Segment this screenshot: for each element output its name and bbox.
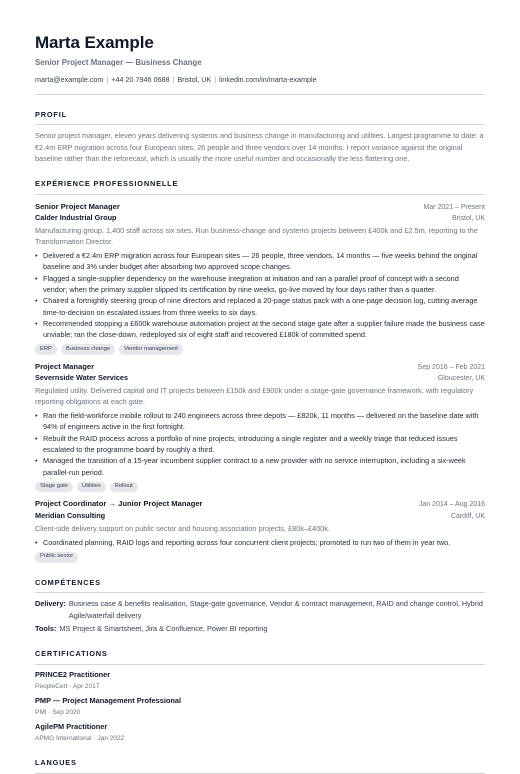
job-organization: Meridian Consulting: [35, 510, 106, 520]
section-title: PROFIL: [35, 109, 67, 119]
languages-section: [35, 758, 485, 774]
job-location: Cardiff, UK: [450, 512, 485, 520]
section-title: EXPÉRIENCE PROFESSIONNELLE: [35, 179, 179, 189]
header-divider: [35, 94, 485, 95]
certifications-section: [35, 649, 485, 743]
skill-tag: Utilities: [77, 482, 106, 493]
certification-item: [35, 696, 485, 717]
job-tags: [35, 344, 485, 355]
contact-separator: |: [214, 75, 217, 85]
profile-section: [35, 110, 485, 165]
resume-header: [35, 34, 485, 95]
contact-linkedin[interactable]: linkedin.com/in/marta-example: [219, 75, 317, 85]
job-location: Gloucester, UK: [437, 375, 485, 383]
job-entry: [35, 201, 485, 355]
job-entry: [35, 498, 485, 562]
skill-row-delivery: [35, 598, 485, 621]
contact-email[interactable]: marta@example.com: [35, 75, 104, 85]
certification-meta: PMI · Sep 2020: [35, 708, 81, 716]
skill-row-tools: [35, 623, 485, 634]
skill-label: Tools:: [35, 623, 57, 633]
job-achievements: [35, 250, 485, 340]
job-dates: Sep 2016 – Feb 2021: [417, 364, 485, 371]
achievement-item: • Rebuilt the RAID process across a portfolio of nine projects, introducing a single register and a weekly triage that reduced issues escalated to the programme board by roughly a third.: [35, 433, 485, 456]
skill-tag: Business change: [61, 344, 115, 355]
section-divider: [35, 664, 485, 665]
certification-name: PMP — Project Management Professional: [35, 696, 182, 706]
achievement-item: • Chaired a fortnightly steering group of nine directors and replaced a 20-page status pack with a one-page decision log, cutting average time-to-decision on escalated issues from three weeks to six days.: [35, 295, 485, 318]
certification-item: [35, 722, 485, 743]
job-title: Senior Project Manager: [35, 201, 120, 211]
job-organization: Calder Industrial Group: [35, 213, 117, 223]
skill-list: MS Project & Smartsheet, Jira & Confluence, Power BI reporting: [59, 623, 268, 633]
contact-location: Bristol, UK: [177, 75, 212, 85]
job-entry: [35, 361, 485, 492]
section-title: LANGUES: [35, 758, 77, 768]
certification-meta: PeopleCert · Apr 2017: [35, 682, 100, 690]
skills-section: [35, 578, 485, 635]
certification-item: [35, 670, 485, 691]
job-location: Bristol, UK: [451, 215, 485, 223]
candidate-headline: Senior Project Manager — Business Change: [35, 57, 202, 67]
contact-line: [35, 75, 485, 85]
section-divider: [35, 194, 485, 195]
job-achievements: [35, 537, 485, 548]
achievement-item: • Flagged a single-supplier dependency on the warehouse integration at initiation and ran a parallel proof of concept with a second vendor; when the primary supplier slipped its certification by nine weeks, go-live moved by four days rather than a quarter.: [35, 273, 485, 296]
section-title: COMPÉTENCES: [35, 577, 101, 587]
skill-label: Delivery:: [35, 599, 66, 609]
job-title: Project Coordinator → Junior Project Manager: [35, 499, 203, 509]
section-divider: [35, 124, 485, 125]
job-achievements: [35, 410, 485, 478]
contact-phone[interactable]: +44 20 7946 0688: [111, 75, 170, 85]
skill-tag: Public sector: [35, 552, 78, 563]
certification-name: PRINCE2 Practitioner: [35, 669, 111, 679]
contact-separator: |: [106, 75, 109, 85]
job-description: Manufacturing group, 1,400 staff across six sites. Run business-change and systems projects between £400k and £2.5m, reporting to the Transformation Director.: [35, 226, 478, 247]
certification-name: AgilePM Practitioner: [35, 722, 108, 732]
job-tags: [35, 482, 485, 493]
job-title: Project Manager: [35, 362, 95, 371]
skill-list: Business case & benefits realisation, Stage-gate governance, Vendor & contract management, RAID and change control, Hybrid Agile/waterfall delivery: [68, 599, 483, 620]
achievement-item: • Coordinated planning, RAID logs and reporting across four concurrent client projects; promoted to run two of them in year two.: [35, 537, 485, 548]
certification-meta: APMG International · Jan 2022: [35, 734, 125, 742]
skill-tag: ERP: [35, 344, 57, 355]
job-dates: Jan 2014 – Aug 2016: [418, 501, 485, 509]
section-title: CERTIFICATIONS: [35, 649, 108, 659]
job-tags: [35, 552, 485, 563]
section-divider: [35, 592, 485, 593]
job-description: Regulated utility. Delivered capital and IT projects between £150k and £900k under a stage-gate governance framework, with regulatory reporting obligations at each gate.: [35, 386, 474, 407]
skill-tag: Rollout: [110, 482, 138, 493]
achievement-item: • Managed the transition of a 15-year incumbent supplier contract to a new provider with no service interruption, including a six-week parallel-run period.: [35, 455, 485, 478]
skill-tag: Stage gate: [35, 482, 73, 493]
job-dates: Mar 2021 – Present: [423, 203, 485, 211]
candidate-name: Marta Example: [35, 33, 154, 52]
job-description: Client-side delivery support on public sector and housing association projects, £80k–£400k.: [35, 523, 330, 533]
job-organization: Severnside Water Services: [35, 373, 129, 383]
achievement-item: • Ran the field-workforce mobile rollout to 240 engineers across three depots — £820k, 11 months — delivered on the baseline date with 94% of engineers active in the first fortnight.: [35, 410, 485, 433]
achievement-item: • Delivered a €2.4m ERP migration across four European sites — 26 people, three vendors, 14 months — five weeks behind the original baseline and 3% under budget after absorbing two approved scope changes.: [35, 250, 485, 273]
skill-tag: Vendor management: [119, 344, 183, 355]
profile-summary: Senior project manager, eleven years delivering systems and business change in manufacturing and utilities. Largest programme to date: a €2.4m ERP migration across four European sites, 26 people and three vendors over 14 months. I report variance against the original baseline rather than the reforecast, which is usually the more useful number and occasionally the less flattering one.: [35, 131, 484, 163]
achievement-item: • Recommended stopping a £600k warehouse automation project at the second stage gate after a supplier failure made the business case unviable; ran the close-down, redeployed six of eight staff and recovered £180k of committed spend.: [35, 318, 485, 341]
contact-separator: |: [172, 75, 175, 85]
experience-section: [35, 179, 485, 562]
